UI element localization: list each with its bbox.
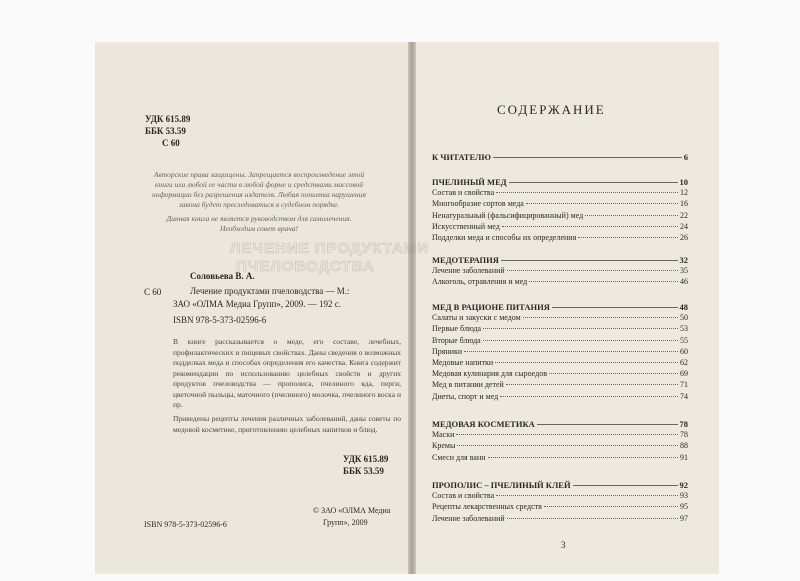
toc-entry-page: 78 <box>679 419 688 429</box>
toc-leader-dots <box>529 281 678 282</box>
toc-section <box>432 152 688 163</box>
copyright-line: Групп», 2009 <box>323 518 368 527</box>
toc-entry-page: 88 <box>680 441 688 451</box>
toc-entry-page: 12 <box>680 188 688 198</box>
book-gutter <box>408 42 416 574</box>
toc-entry-label: Лечение заболеваний <box>432 266 505 276</box>
toc-entry-page: 60 <box>680 346 688 356</box>
toc-entry <box>432 347 688 358</box>
toc-entry <box>432 502 688 513</box>
udk-bottom: УДК 615.89 <box>343 454 389 464</box>
citation-line: ЗАО «ОЛМА Медиа Групп», 2009. — 192 с. <box>173 299 342 309</box>
toc-entry-label: МЕДОТЕРАПИЯ <box>432 255 499 265</box>
toc-entry-label: Медовая кулинария для сыроедов <box>432 369 547 379</box>
toc-section-heading <box>432 152 688 163</box>
toc-leader-dots <box>464 351 678 352</box>
abstract-paragraph: В книге рассказывается о меде, его составе, лечебных, профилактических и пищевых свойствах. Даны сведения о возможных подделках меда и способах определения его качества. Книга содержит рекомендации по использованию целебных свойств и других продуктов пчеловодства — прополиса, пчелиного яда, перги, цветочной пыльцы, маточного (пчелиного) молочка, пчелиного воска и пр. <box>173 337 401 409</box>
toc-entry-label: Мед в питании детей <box>432 380 504 390</box>
toc-entry-label: МЕДОВАЯ КОСМЕТИКА <box>432 419 535 429</box>
toc-entry-page: 95 <box>680 502 688 512</box>
toc-entry <box>432 358 688 369</box>
toc-leader-dots <box>526 203 678 204</box>
rights-notice <box>143 170 375 210</box>
toc-leader-dots <box>502 226 678 227</box>
toc-entry <box>432 514 688 525</box>
toc-section <box>432 177 688 244</box>
author: Соловьева В. А. <box>190 271 255 281</box>
guide-line: Необходим совет врача! <box>219 224 299 233</box>
toc-entry-label: МЕД В РАЦИОНЕ ПИТАНИЯ <box>432 302 550 312</box>
rights-line: информации без разрешения издателя. Любая попытка нарушения <box>151 190 367 199</box>
toc-leader-dots <box>523 317 678 318</box>
toc-leader-dots <box>507 270 678 271</box>
toc-section-heading <box>432 255 688 266</box>
guide-line: Данная книга не является руководством для самолечения. <box>166 214 352 223</box>
toc-entry-label: Салаты и закуски с медом <box>432 313 521 323</box>
toc-entry-page: 26 <box>680 232 688 242</box>
toc-title: СОДЕРЖАНИЕ <box>497 102 606 117</box>
toc-entry-page: 92 <box>679 480 688 490</box>
toc-section-heading <box>432 419 688 430</box>
toc-entry <box>432 324 688 335</box>
toc-entry-page: 50 <box>680 313 688 323</box>
toc-entry-page: 53 <box>680 324 688 334</box>
toc-entry-label: Состав и свойства <box>432 188 495 198</box>
toc-entry-page: 22 <box>680 210 688 220</box>
toc-entry-label: Лечение заболеваний <box>432 513 505 523</box>
toc-entry-label: ПРОПОЛИС – ПЧЕЛИНЫЙ КЛЕЙ <box>432 480 571 490</box>
toc-entry <box>432 441 688 452</box>
toc-entry-page: 46 <box>680 277 688 287</box>
toc-leader-dots <box>500 396 678 397</box>
toc-entry <box>432 313 688 324</box>
isbn-bottom: ISBN 978-5-373-02596-6 <box>144 520 227 529</box>
toc-entry-page: 55 <box>680 335 688 345</box>
toc-entry-label: Диеты, спорт и мед <box>432 391 499 401</box>
toc-entry <box>432 430 688 441</box>
toc-entry <box>432 336 688 347</box>
toc-entry <box>432 188 688 199</box>
toc-leader-dots <box>501 260 678 261</box>
rights-line: Авторские права защищены. Запрещается воспроизведение этой <box>153 170 365 179</box>
toc-entry <box>432 380 688 391</box>
toc-entry-label: Рецепты лекарственных средств <box>432 502 542 512</box>
toc-entry-page: 16 <box>680 199 688 209</box>
toc-leader-dots <box>507 518 678 519</box>
toc-section-heading <box>432 302 688 313</box>
toc-leader-dots <box>549 373 678 374</box>
toc-leader-dots <box>573 485 678 486</box>
toc-entry <box>432 369 688 380</box>
toc-section-heading <box>432 480 688 491</box>
toc-section <box>432 480 688 525</box>
toc-entry-label: Пряники <box>432 346 463 356</box>
toc-entry-label: Первые блюда <box>432 324 482 334</box>
toc-entry-label: Кремы <box>432 441 456 451</box>
toc-section <box>432 255 688 289</box>
toc-leader-dots <box>493 157 682 158</box>
copyright-line: © ЗАО «ОЛМА Медиа <box>313 506 391 515</box>
bbk-bottom: ББК 53.59 <box>343 466 384 476</box>
abstract-paragraph: Приведены рецепты лечения различных заболеваний, даны советы по медовой косметике, приготовлению целебных напитков и блюд. <box>173 414 401 434</box>
toc-entry-label: Многообразие сортов меда <box>432 199 524 209</box>
toc-leader-dots <box>496 495 678 496</box>
toc-leader-dots <box>483 328 678 329</box>
toc-leader-dots <box>496 192 678 193</box>
toc-entry-page: 6 <box>683 152 688 162</box>
show-through-subtitle: ПЧЕЛОВОДСТВА <box>236 258 375 275</box>
toc-entry-page: 97 <box>680 513 688 523</box>
show-through-title: ЛЕЧЕНИЕ ПРОДУКТАМИ <box>230 240 429 257</box>
toc-entry <box>432 266 688 277</box>
toc-entry-page: 10 <box>679 177 688 187</box>
toc-leader-dots <box>578 237 678 238</box>
rights-line: книги или любой ее части в любой форме и средствами массовой <box>154 180 364 189</box>
toc-entry-label: Искусственный мед <box>432 221 500 231</box>
toc-entry <box>432 233 688 244</box>
toc-leader-dots <box>495 362 678 363</box>
toc-leader-dots <box>585 215 678 216</box>
toc-entry-label: Состав и свойства <box>432 491 495 501</box>
toc-entry-label: Маски <box>432 430 455 440</box>
toc-entry-page: 91 <box>680 452 688 462</box>
toc-section <box>432 302 688 403</box>
toc-leader-dots <box>506 384 678 385</box>
toc-entry-page: 32 <box>679 255 688 265</box>
toc-entry-page: 78 <box>680 430 688 440</box>
toc-entry-page: 71 <box>680 380 688 390</box>
toc-entry-page: 69 <box>680 369 688 379</box>
toc-section-heading <box>432 177 688 188</box>
toc-entry-page: 93 <box>680 491 688 501</box>
toc-entry <box>432 199 688 210</box>
toc-leader-dots <box>483 340 678 341</box>
udk-top: УДК 615.89 <box>145 114 191 124</box>
toc-entry-page: 48 <box>679 302 688 312</box>
toc-leader-dots <box>544 506 678 507</box>
code-top: С 60 <box>162 138 180 148</box>
bbk-top: ББК 53.59 <box>145 126 186 136</box>
toc-leader-dots <box>537 424 678 425</box>
toc-entry <box>432 491 688 502</box>
toc-entry-label: Медовые напитки <box>432 357 494 367</box>
citation-line: Лечение продуктами пчеловодства — М.: <box>190 286 350 296</box>
toc-leader-dots <box>509 182 678 183</box>
toc-entry-label: Ненатуральный (фальсифицированный) мед <box>432 210 584 220</box>
library-code: С 60 <box>144 287 162 297</box>
toc-section <box>432 419 688 464</box>
toc-entry-page: 24 <box>680 221 688 231</box>
toc-entry-label: Смеси для ванн <box>432 452 486 462</box>
toc-entry-page: 74 <box>680 391 688 401</box>
toc-entry <box>432 453 688 464</box>
toc-entry <box>432 277 688 288</box>
rights-line: закона будет преследоваться в судебном порядке. <box>178 200 340 209</box>
toc-leader-dots <box>488 457 678 458</box>
toc-entry-label: Алкоголь, отравления и мед <box>432 277 528 287</box>
toc-entry-label: К ЧИТАТЕЛЮ <box>432 152 491 162</box>
toc-leader-dots <box>552 307 678 308</box>
toc-leader-dots <box>457 445 678 446</box>
toc-entry-page: 35 <box>680 266 688 276</box>
toc-entry-label: Подделки меда и способы их определения <box>432 232 577 242</box>
isbn: ISBN 978-5-373-02596-6 <box>173 315 267 325</box>
self-treatment-notice <box>143 214 375 234</box>
toc-entry-label: ПЧЕЛИНЫЙ МЕД <box>432 177 507 187</box>
toc-entry <box>432 222 688 233</box>
toc-entry <box>432 211 688 222</box>
toc-entry <box>432 392 688 403</box>
toc-leader-dots <box>456 434 678 435</box>
toc-entry-page: 62 <box>680 357 688 367</box>
page-number: 3 <box>561 540 566 550</box>
toc-entry-label: Вторые блюда <box>432 335 481 345</box>
